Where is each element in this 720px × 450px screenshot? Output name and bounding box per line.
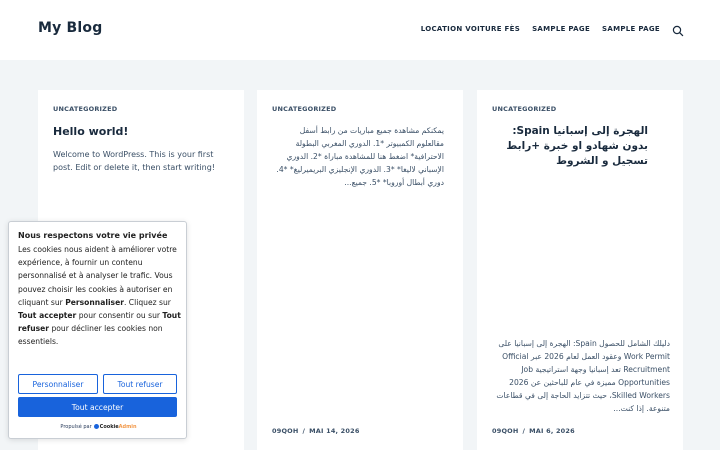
post-excerpt: يمكنكم مشاهدة جميع مباريات من رابط أسفل مقالعلوم الكمبيوتر *1. الدوري المغربي البطولة الاحترافية* اضغط هنا للمشاهدة مباراة *2. الدوري الإسباني لاليغا* *3. الدوري الإنجليزي البريميرليغ* *4. دوري أبطال أوروبا* *5. جميع... [276,126,444,187]
meta-separator: / [302,427,306,435]
post-title[interactable]: Hello world! [53,125,129,138]
post-date: MAI 14, 2026 [309,427,360,435]
post-card [477,90,683,450]
post-card [257,90,463,450]
cookie-text-part: pour décliner les cookies non essentiels. [18,324,163,347]
site-logo[interactable]: My Blog [38,20,103,36]
post-category[interactable]: UNCATEGORIZED [272,105,337,113]
post-title[interactable]: الهجرة إلى إسبانيا Spain: بدون شهادو او خبرة +رابط تسجيل و الشروط [506,125,648,167]
nav-item-location-voiture[interactable]: LOCATION VOITURE FÈS [420,25,521,33]
cookie-text-bold: Tout refuser [18,311,181,334]
reject-all-button[interactable]: Tout refuser [103,374,177,394]
cookie-consent-banner [8,221,187,439]
site-header [0,0,720,60]
cookieadmin-logo[interactable] [94,424,137,430]
nav-item-sample-page[interactable]: SAMPLE PAGE [532,25,591,33]
post-author[interactable]: 09QOH [272,427,299,435]
cookie-logo-icon [94,424,99,429]
meta-separator: / [522,427,526,435]
post-meta [272,427,360,435]
brand-admin: Admin [118,424,137,430]
post-category[interactable]: UNCATEGORIZED [492,105,557,113]
post-excerpt: Welcome to WordPress. This is your first post. Edit or delete it, then start writing! [53,150,216,172]
cookie-text-bold: Personnaliser [65,297,124,307]
cookie-text-part: Les cookies nous aident à améliorer votre expérience, à fournir un contenu personnalisé et à analyser le trafic. Vous pouvez choisir les cookies à autoriser en cliquant sur [18,245,177,307]
post-category[interactable]: UNCATEGORIZED [53,105,118,113]
post-date: MAI 6, 2026 [529,427,575,435]
cookie-text-part: pour consentir ou sur [76,311,163,321]
brand-cookie: Cookie [99,424,119,430]
nav-item-sample-page-2[interactable]: SAMPLE PAGE [602,25,660,33]
cookie-banner-title: Nous respectons votre vie privée [18,231,168,240]
accept-all-button[interactable]: Tout accepter [18,397,177,417]
post-author[interactable]: 09QOH [492,427,519,435]
powered-by [9,424,188,430]
customize-button[interactable]: Personnaliser [18,374,98,394]
post-excerpt: دليلك الشامل للحصول Spain: الهجرة إلى إسبانيا على Work Permit وعقود العمل لعام 2026 عبر Official Recruitment تعد إسبانيا وجهة استراتيجية Job Opportunities مميزة في عام للباحثين عن 2026 Skilled Workers، حيث تتزايد الحاجة إلى في قطاعات متنوعة. إذا كنت... [496,339,670,413]
main-nav [421,25,660,33]
cookie-text-bold: Tout accepter [18,311,77,321]
post-meta [492,427,575,435]
search-icon[interactable] [672,25,684,37]
cookie-banner-text [18,243,182,349]
powered-by-label: Propulsé par [60,424,92,430]
cookie-text-part: . Cliquez sur [123,297,171,307]
